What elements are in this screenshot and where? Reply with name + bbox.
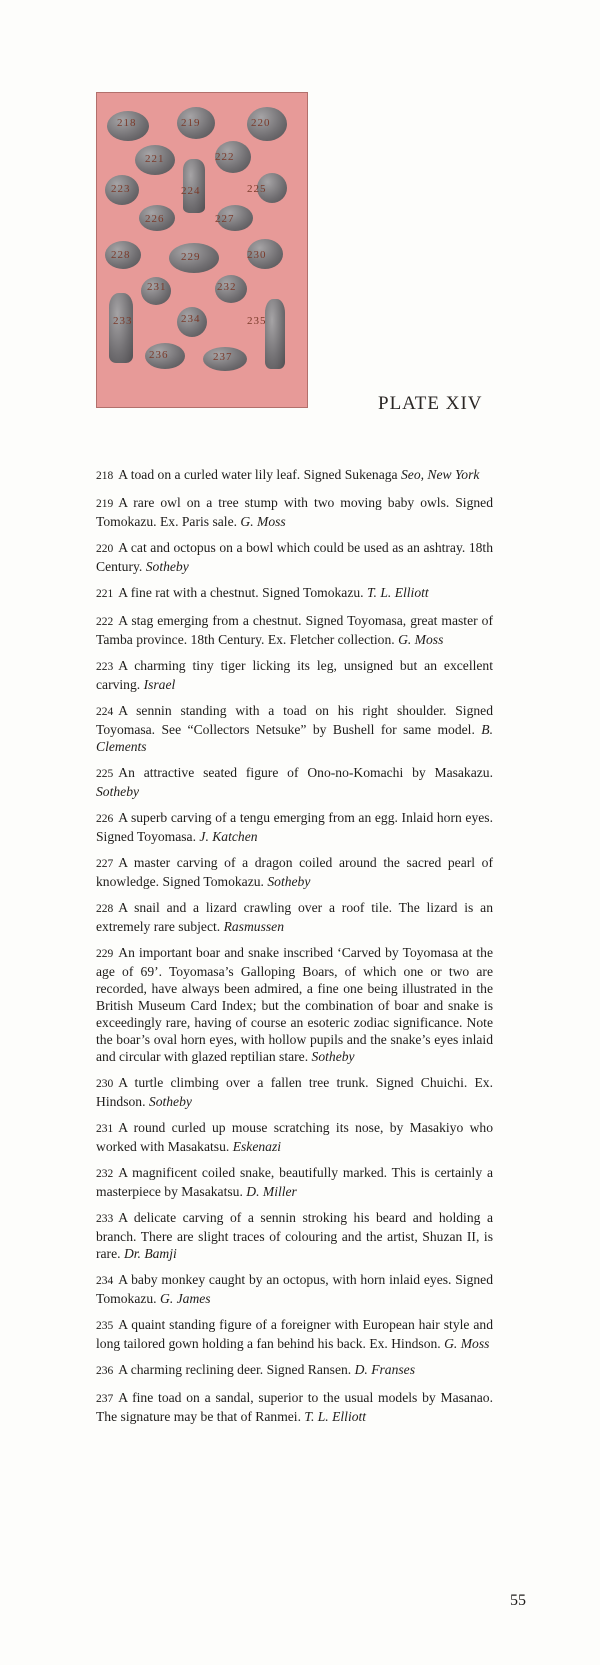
catalog-entry [96,1389,493,1425]
plate-label: 225 [247,183,267,195]
entry-number: 223 [96,661,114,673]
catalog-entry [96,1316,493,1352]
entry-number: 220 [96,543,114,555]
netsuke-figure [109,293,133,363]
catalog-entry [96,1074,493,1110]
entry-number: 237 [96,1393,114,1405]
entry-owner: Eskenazi [232,1139,282,1154]
entry-number: 236 [96,1365,114,1377]
entry-text: A turtle climbing over a fallen tree trunk. Signed Chuichi. Ex. Hindson. [96,1075,493,1109]
page-number: 55 [510,1592,526,1609]
catalog-entry [96,1271,493,1307]
entry-text: A baby monkey caught by an octopus, with horn inlaid eyes. Signed Tomokazu. [96,1272,493,1306]
catalog-entry [96,702,493,755]
entry-number: 228 [96,903,114,915]
entry-owner: Sotheby [96,784,140,799]
plate-label: 223 [111,183,131,195]
entry-owner: G. Moss [240,514,286,529]
entry-number: 222 [96,616,114,628]
entry-number: 233 [96,1213,114,1225]
catalog-list [96,466,493,1434]
entry-number: 230 [96,1078,114,1090]
entry-owner: Israel [143,677,176,692]
plate-label: 224 [181,185,201,197]
catalog-entry [96,466,493,485]
catalog-entry [96,584,493,603]
entry-text: A magnificent coiled snake, beautifully marked. This is certainly a masterpiece by Masakatsu. [96,1165,493,1199]
entry-number: 221 [96,588,114,600]
entry-text: A delicate carving of a sennin stroking his beard and holding a branch. There are slight traces of colouring and the artist, Shuzan II, is rare. [96,1210,493,1261]
entry-text: A fine toad on a sandal, superior to the usual models by Masanao. The signature may be that of Ranmei. [96,1390,493,1424]
plate-label: 231 [147,281,167,293]
entry-owner: G. James [160,1291,211,1306]
entry-number: 234 [96,1275,114,1287]
plate-label: 218 [117,117,137,129]
entry-number: 231 [96,1123,114,1135]
entry-owner: J. Katchen [199,829,258,844]
plate-label: 234 [181,313,201,325]
catalog-entry [96,764,493,800]
plate-label: 228 [111,249,131,261]
catalog-entry [96,612,493,648]
entry-text: A snail and a lizard crawling over a roof tile. The lizard is an extremely rare subject. [96,900,493,934]
catalog-entry [96,1119,493,1155]
entry-text: An attractive seated figure of Ono-no-Komachi by Masakazu. [118,765,493,780]
entry-owner: Seo, New York [401,467,480,482]
plate-label: 220 [251,117,271,129]
entry-text: A superb carving of a tengu emerging from an egg. Inlaid horn eyes. Signed Toyomasa. [96,810,493,844]
entry-number: 232 [96,1168,114,1180]
plate-label: 221 [145,153,165,165]
entry-text: A sennin standing with a toad on his right shoulder. Signed Toyomasa. See “Collectors Netsuke” by Bushell for same model. [96,703,493,737]
catalog-entry [96,809,493,845]
entry-number: 225 [96,768,114,780]
entry-text: A quaint standing figure of a foreigner with European hair style and long tailored gown holding a fan behind his back. Ex. Hindson. [96,1317,493,1351]
entry-owner: Dr. Bamji [123,1246,177,1261]
entry-number: 224 [96,706,114,718]
entry-owner: D. Franses [354,1362,416,1377]
entry-text: A charming reclining deer. Signed Ransen. [118,1362,352,1377]
entry-owner: G. Moss [444,1336,490,1351]
plate-image [96,92,308,408]
plate-title: PLATE XIV [378,393,483,414]
entry-text: A charming tiny tiger licking its leg, unsigned but an excellent carving. [96,658,493,692]
entry-text: A master carving of a dragon coiled around the sacred pearl of knowledge. Signed Tomokazu. [96,855,493,889]
plate-label: 230 [247,249,267,261]
entry-text: A cat and octopus on a bowl which could be used as an ashtray. 18th Century. [96,540,493,574]
catalog-entry [96,1361,493,1380]
entry-owner: Rasmussen [223,919,284,934]
entry-number: 219 [96,498,114,510]
plate-label: 232 [217,281,237,293]
plate-label: 219 [181,117,201,129]
entry-owner: Sotheby [145,559,189,574]
entry-text: A round curled up mouse scratching its nose, by Masakiyo who worked with Masakatsu. [96,1120,493,1154]
catalog-entry [96,944,493,1065]
entry-owner: D. Miller [246,1184,297,1199]
plate-label: 226 [145,213,165,225]
entry-owner: G. Moss [398,632,444,647]
netsuke-figure [265,299,285,369]
entry-owner: B. Clements [96,722,493,754]
plate-label: 227 [215,213,235,225]
entry-text: A fine rat with a chestnut. Signed Tomokazu. [118,585,364,600]
catalog-entry [96,657,493,693]
entry-number: 226 [96,813,114,825]
entry-owner: Sotheby [311,1049,355,1064]
entry-owner: T. L. Elliott [304,1409,367,1424]
plate-label: 235 [247,315,267,327]
entry-text: A rare owl on a tree stump with two moving baby owls. Signed Tomokazu. Ex. Paris sale. [96,495,493,529]
entry-number: 218 [96,470,114,482]
catalog-entry [96,854,493,890]
entry-owner: T. L. Elliott [366,585,429,600]
plate-label: 222 [215,151,235,163]
plate-label: 229 [181,251,201,263]
entry-text: A stag emerging from a chestnut. Signed Toyomasa, great master of Tamba province. 18th Century. Ex. Fletcher collection. [96,613,493,647]
plate-label: 236 [149,349,169,361]
plate-label: 237 [213,351,233,363]
catalog-entry [96,494,493,530]
catalog-entry [96,1164,493,1200]
catalog-entry [96,899,493,935]
entry-number: 227 [96,858,114,870]
catalog-entry [96,539,493,575]
entry-number: 235 [96,1320,114,1332]
entry-text: An important boar and snake inscribed ‘Carved by Toyomasa at the age of 69’. Toyomasa’s Galloping Boars, of which one or two are recorded, have always been admired, a fine one being illustrated in the British Museum Card Index; but the combination of boar and snake is exceedingly rare, having of course an esoteric zodiac significance. Note the boar’s oval horn eyes, with hollow pupils and the snake’s eyes inlaid and circular with glazed reptilian stare. [96,945,493,1064]
catalog-entry [96,1209,493,1262]
entry-owner: Sotheby [148,1094,192,1109]
plate-label: 233 [113,315,133,327]
entry-text: A toad on a curled water lily leaf. Signed Sukenaga [118,467,398,482]
entry-number: 229 [96,948,114,960]
entry-owner: Sotheby [267,874,311,889]
